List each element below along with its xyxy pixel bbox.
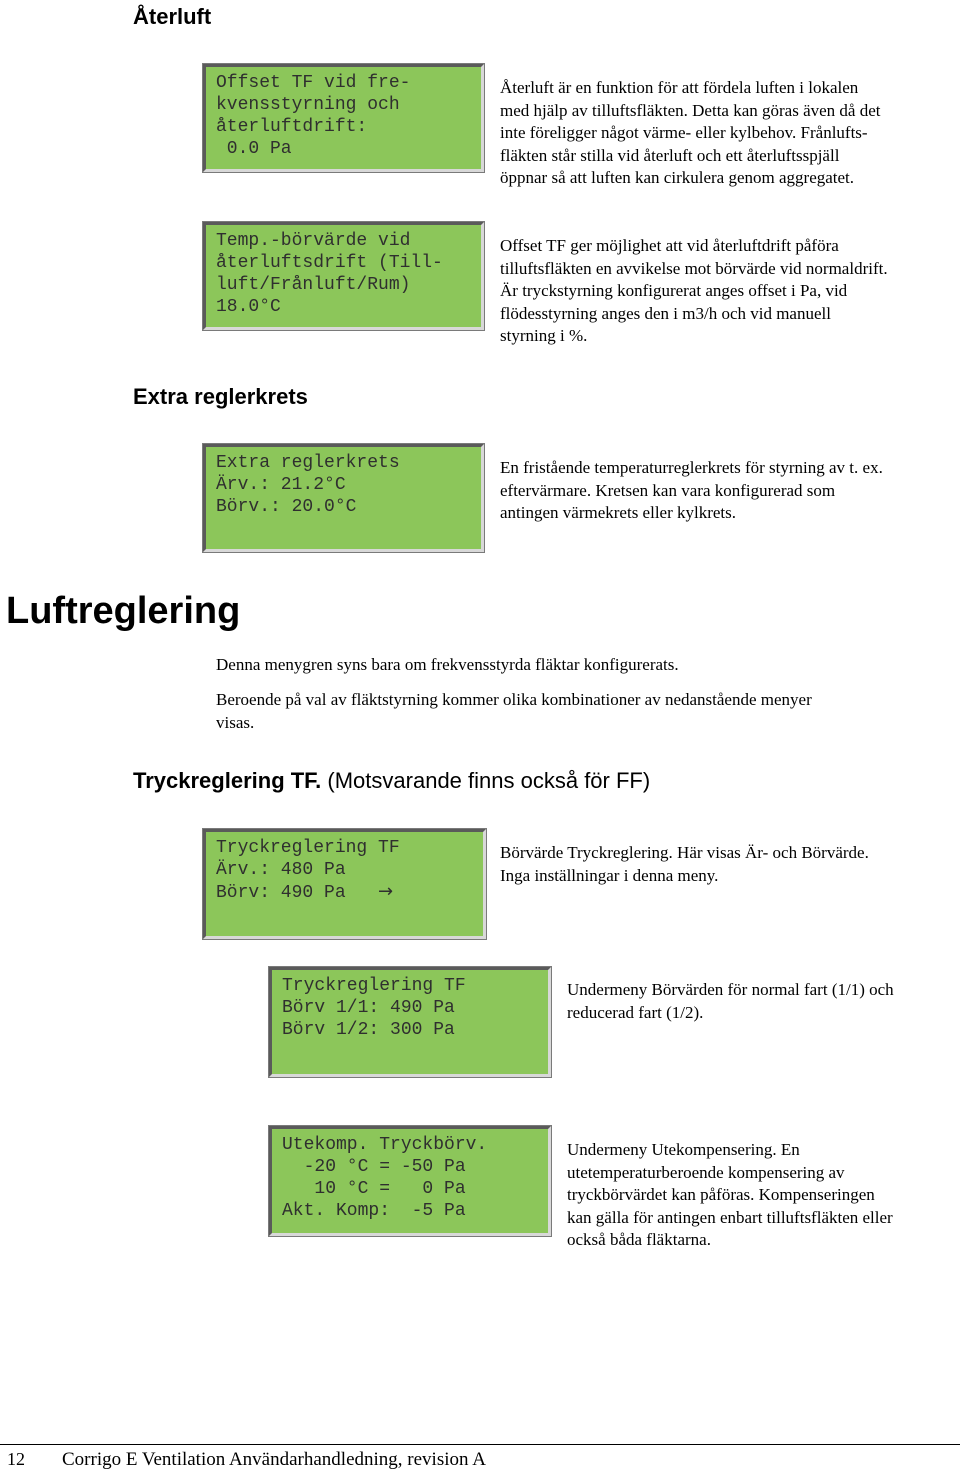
text-line: styrning i %. — [500, 326, 588, 345]
lcd-line: Börv 1/1: 490 Pa — [282, 998, 455, 1018]
paragraph-beroende — [216, 689, 812, 734]
text-line: utetemperaturberoende kompensering av — [567, 1162, 845, 1182]
paragraph-menygren — [216, 654, 679, 677]
text-line: tilluftsfläkten en avvikelse mot börvärde vid normaldrift. — [500, 258, 888, 278]
text-line: kan gälla för antingen enbart tilluftsfläkten eller — [567, 1207, 893, 1227]
lcd-line: återluftdrift: — [216, 117, 368, 137]
lcd-line: 18.0°C — [216, 297, 281, 317]
description-aterluft — [500, 77, 880, 190]
heading-aterluft: Återluft — [133, 4, 212, 29]
lcd-line: Utekomp. Tryckbörv. — [282, 1135, 488, 1155]
lcd-display-temp-borvarde — [203, 222, 484, 330]
text-line: reducerad fart (1/2). — [567, 1002, 704, 1022]
lcd-display-utekompensering — [269, 1126, 551, 1236]
text-line: visas. — [216, 712, 255, 732]
text-line: Börvärde Tryckreglering. Här visas Är- och Börvärde. — [500, 843, 869, 862]
text-line: fläkten står stilla vid återluft och ett återluftsspjäll — [500, 145, 840, 165]
lcd-line: Ärv.: 21.2°C — [216, 475, 346, 495]
lcd-line: Akt. Komp: -5 Pa — [282, 1201, 466, 1221]
lcd-line: Offset TF vid fre- — [216, 73, 411, 93]
description-borvarden — [567, 979, 894, 1024]
lcd-display-borvarden — [269, 967, 551, 1077]
lcd-display-tryckreglering — [203, 829, 486, 939]
text-line: flödesstyrning anges den i m3/h och vid manuell — [500, 303, 831, 323]
lcd-line: Tryckreglering TF — [216, 838, 400, 858]
text-line: Inga inställningar i denna meny. — [500, 865, 719, 885]
heading-normal-part: (Motsvarande finns också för FF) — [321, 768, 651, 793]
heading-luftreglering: Luftreglering — [6, 590, 241, 632]
lcd-line: Temp.-börvärde vid — [216, 231, 411, 251]
text-line: med hjälp av tilluftsfläkten. Detta kan göras även då det — [500, 100, 881, 120]
heading-extra-reglerkrets: Extra reglerkrets — [133, 384, 308, 409]
lcd-line: återluftsdrift (Till- — [216, 253, 443, 273]
lcd-line: Tryckreglering TF — [282, 976, 466, 996]
description-offset-tf — [500, 235, 888, 348]
lcd-display-extra-reglerkrets — [203, 444, 484, 552]
text-line: Är tryckstyrning konfigurerat anges offset i Pa, vid — [500, 281, 848, 300]
arrow-right-icon: → — [378, 881, 394, 902]
text-line: En fristående temperaturreglerkrets för styrning av t. ex. — [500, 458, 883, 477]
lcd-line: -20 °C = -50 Pa — [282, 1157, 466, 1177]
lcd-line: Ärv.: 480 Pa — [216, 860, 346, 880]
description-utekompensering — [567, 1139, 893, 1252]
text-line: också båda fläktarna. — [567, 1230, 711, 1249]
heading-bold-part: Tryckreglering TF. — [133, 768, 322, 793]
text-line: tryckbörvärdet kan påföras. Kompenseringen — [567, 1185, 875, 1204]
footer-title: Corrigo E Ventilation Användarhandledning, revision A — [62, 1449, 486, 1470]
text-line: öppnar så att luften kan cirkulera genom aggregatet. — [500, 168, 855, 187]
text-line: Undermeny Börvärden för normal fart (1/1) och — [567, 980, 894, 999]
lcd-line: 10 °C = 0 Pa — [282, 1179, 466, 1199]
lcd-line: Börv.: 20.0°C — [216, 497, 357, 517]
text-line: Offset TF ger möjlighet att vid återluftdrift påföra — [500, 236, 839, 255]
description-extra-reglerkrets — [500, 457, 883, 525]
lcd-line: luft/Frånluft/Rum) — [216, 275, 411, 295]
text-line: Denna menygren syns bara om frekvensstyrda fläktar konfigurerats. — [216, 655, 679, 674]
text-line: antingen värmekrets eller kylkrets. — [500, 503, 737, 522]
heading-tryckreglering — [133, 768, 650, 794]
page-number: 12 — [7, 1449, 25, 1469]
lcd-line: kvensstyrning och — [216, 95, 400, 115]
lcd-display-offset-tf — [203, 64, 484, 172]
description-borvarde-tryckreglering — [500, 842, 869, 887]
footer-divider — [0, 1444, 960, 1445]
lcd-line: 0.0 Pa — [216, 139, 292, 159]
lcd-line-text: Börv: 490 Pa — [216, 883, 379, 903]
lcd-line: Extra reglerkrets — [216, 453, 400, 473]
text-line: Återluft är en funktion för att fördela luften i lokalen — [500, 78, 859, 97]
text-line: Undermeny Utekompensering. En — [567, 1140, 800, 1159]
lcd-line: Börv 1/2: 300 Pa — [282, 1020, 455, 1040]
text-line: inte föreligger något värme- eller kylbehov. Frånlufts- — [500, 123, 868, 142]
text-line: eftervärmare. Kretsen kan vara konfigurerad som — [500, 480, 836, 500]
lcd-line — [216, 881, 473, 903]
text-line: Beroende på val av fläktstyrning kommer olika kombinationer av nedanstående menyer — [216, 690, 812, 709]
